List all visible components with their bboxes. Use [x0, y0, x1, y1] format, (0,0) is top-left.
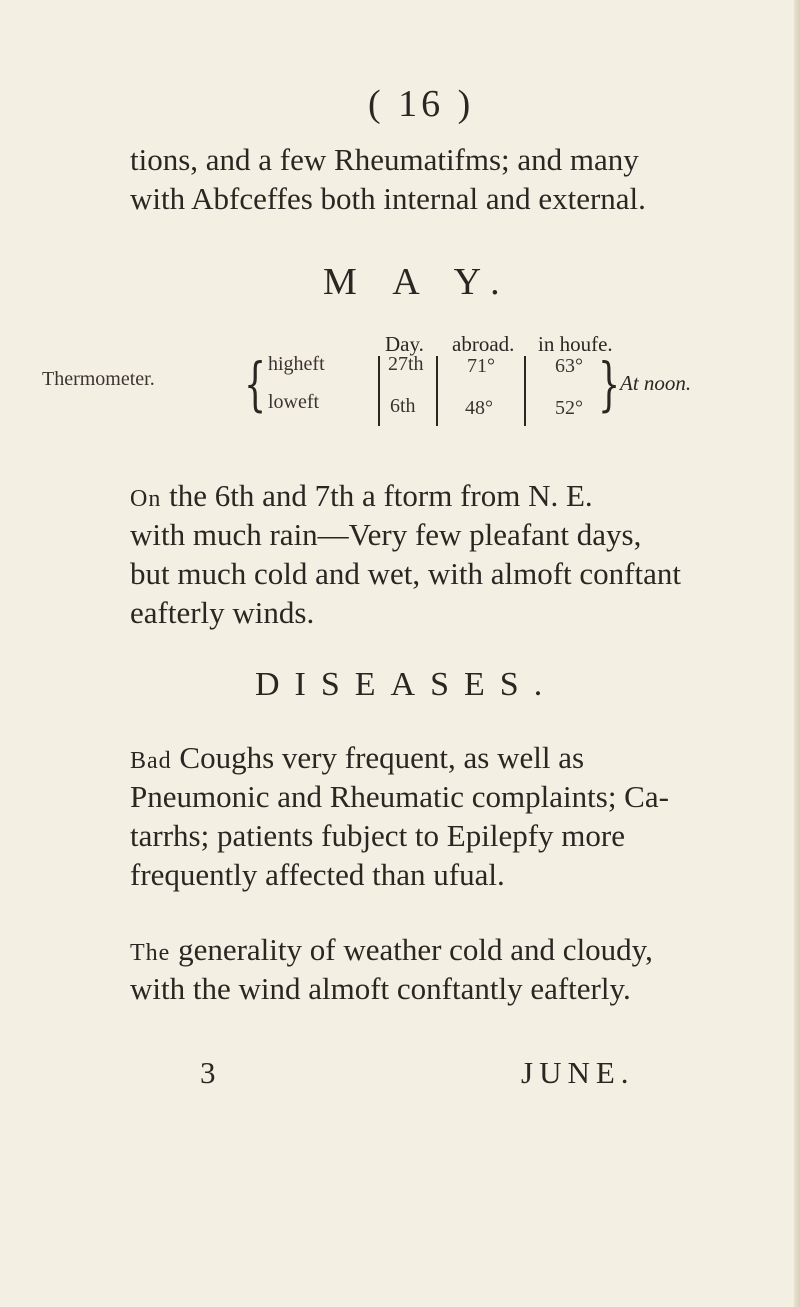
cell-in-house-highest: 63° [555, 355, 583, 377]
text-line [130, 932, 653, 971]
text-run: generality of weather cold and cloudy, [170, 932, 653, 967]
thermometer-label: Thermometer. [42, 368, 155, 390]
cell-day-lowest: 6th [390, 395, 416, 417]
text-run: the 6th and 7th a ftorm from N. E. [161, 478, 593, 513]
text-line [130, 740, 584, 779]
cell-in-house-lowest: 52° [555, 397, 583, 419]
text-line: eafterly winds. [130, 595, 315, 630]
text-line: frequently affected than ufual. [130, 857, 505, 892]
left-brace-icon: { [244, 350, 267, 418]
text-line: tarrhs; patients fubject to Epilepfy more [130, 818, 625, 853]
text-line: with Abfceffes both internal and external. [130, 181, 646, 216]
column-header-in-house: in houfe. [538, 332, 613, 356]
text-line: but much cold and wet, with almoft conftant [130, 556, 681, 591]
text-line: with much rain—Very few pleafant days, [130, 517, 642, 552]
row-label-lowest: loweft [268, 391, 320, 413]
row-label-highest: higheft [268, 353, 325, 375]
column-header-abroad: abroad. [452, 332, 515, 356]
cell-day-highest: 27th [388, 353, 424, 375]
right-brace-icon: } [598, 350, 621, 418]
text-line: tions, and a few Rheumatifms; and many [130, 142, 639, 177]
text-line [130, 478, 593, 517]
table-divider [378, 356, 380, 426]
text-run: Coughs very frequent, as well as [171, 740, 585, 775]
page-number: ( 16 ) [368, 83, 475, 125]
time-note: At noon. [620, 371, 692, 395]
small-caps-lead: On [130, 486, 162, 512]
table-divider [524, 356, 526, 426]
page-edge [794, 0, 800, 1307]
text-line: Pneumonic and Rheumatic complaints; Ca- [130, 779, 669, 814]
table-divider [436, 356, 438, 426]
diseases-heading: DISEASES. [255, 666, 558, 703]
cell-abroad-highest: 71° [467, 355, 495, 377]
column-header-day: Day. [385, 332, 424, 356]
catchword: JUNE. [521, 1055, 635, 1090]
small-caps-lead: The [130, 940, 171, 966]
signature-mark: 3 [200, 1055, 216, 1090]
cell-abroad-lowest: 48° [465, 397, 493, 419]
text-line: with the wind almoft conftantly eafterly. [130, 971, 631, 1006]
small-caps-lead: Bad [130, 748, 172, 774]
month-heading: M A Y. [323, 261, 514, 303]
